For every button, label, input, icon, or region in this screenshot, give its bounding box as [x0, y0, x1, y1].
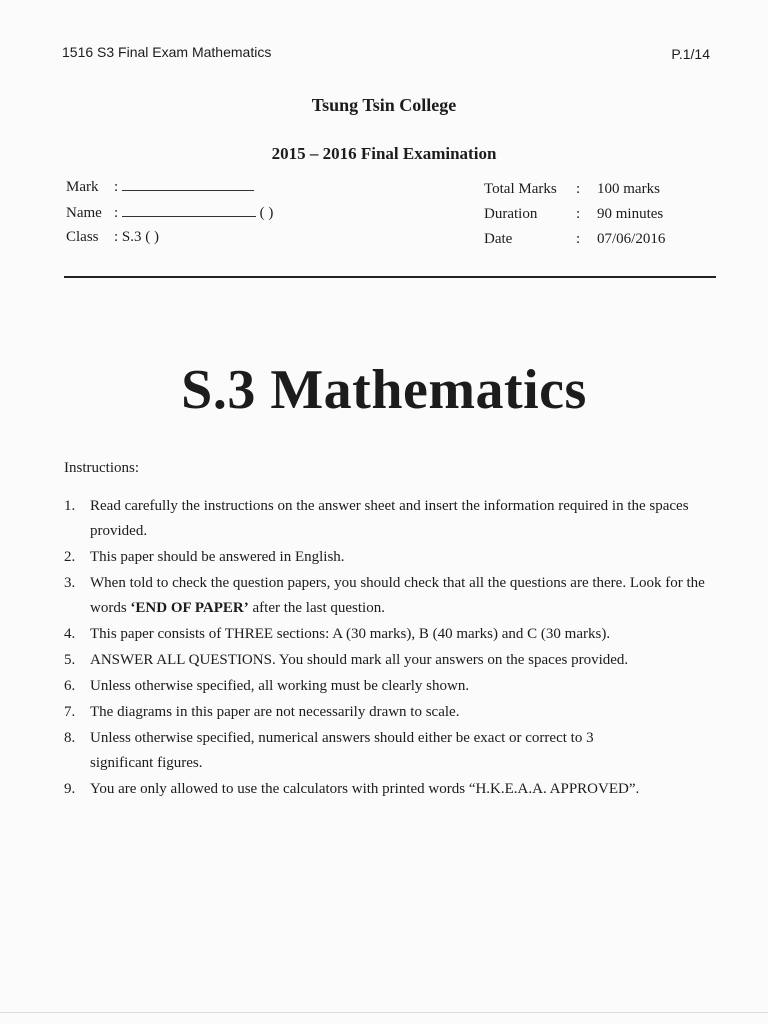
instruction-number: 6.: [64, 678, 76, 694]
document-label: 1516 S3 Final Exam Mathematics: [62, 44, 272, 60]
instruction-text: When told to check the question papers, you should check that all the questions are there. Look for the words: [90, 575, 705, 616]
instruction-number: 4.: [64, 626, 76, 642]
instruction-number: 8.: [64, 730, 76, 746]
instruction-item: [64, 648, 724, 673]
instruction-item: [64, 622, 724, 647]
date-value: 07/06/2016: [597, 231, 666, 247]
mark-blank-line[interactable]: [122, 178, 254, 191]
total-marks-label: Total Marks: [484, 181, 557, 197]
instruction-item: [64, 777, 724, 802]
duration-label: Duration: [484, 206, 538, 222]
duration-field: [484, 206, 663, 223]
colon: :: [576, 231, 581, 247]
instruction-text-cont: after the last question.: [248, 600, 385, 616]
instruction-number: 7.: [64, 704, 76, 720]
end-of-paper-emphasis: ‘END OF PAPER’: [130, 600, 249, 616]
date-field: [484, 231, 665, 248]
total-marks-value: 100 marks: [597, 181, 660, 197]
instruction-text: This paper should be answered in English.: [90, 549, 345, 565]
class-value: S.3 ( ): [121, 229, 160, 245]
instruction-text: Unless otherwise specified, all working must be clearly shown.: [90, 678, 470, 694]
instruction-item: [64, 545, 724, 570]
main-title: S.3 Mathematics: [181, 359, 587, 421]
mark-field: [66, 178, 254, 196]
page-number: P.1/14: [671, 46, 710, 62]
colon: :: [576, 181, 581, 197]
instruction-number: 5.: [64, 652, 76, 668]
total-marks-field: [484, 181, 660, 198]
duration-value: 90 minutes: [597, 206, 664, 222]
colon: :: [114, 205, 119, 221]
instruction-number: 2.: [64, 549, 76, 565]
instruction-item: [64, 571, 724, 621]
mark-label: Mark: [66, 179, 99, 195]
instruction-item: [64, 494, 724, 544]
name-label: Name: [66, 205, 102, 221]
instruction-text: Read carefully the instructions on the answer sheet and insert the information required in the spaces provided.: [90, 498, 689, 539]
colon: :: [114, 179, 119, 195]
instruction-number: 1.: [64, 498, 76, 514]
instruction-item: [64, 674, 724, 699]
instruction-text: Unless otherwise specified, numerical answers should either be exact or correct to 3 significant figures.: [90, 730, 594, 771]
class-number-brackets: ( ): [259, 205, 274, 221]
colon: :: [576, 206, 581, 222]
instruction-text: You are only allowed to use the calculators with printed words “H.K.E.A.A. APPROVED”.: [90, 781, 640, 797]
instructions-list: [64, 494, 724, 803]
class-label: Class: [66, 229, 99, 245]
school-name: Tsung Tsin College: [311, 95, 457, 115]
scan-edge: [0, 1012, 768, 1013]
instructions-heading: Instructions:: [64, 460, 139, 476]
instruction-item: [64, 726, 724, 776]
instruction-text: ANSWER ALL QUESTIONS. You should mark all your answers on the spaces provided.: [90, 652, 629, 668]
colon: :: [114, 229, 119, 245]
instruction-number: 3.: [64, 575, 76, 591]
instruction-item: [64, 700, 724, 725]
header-divider: [64, 276, 716, 278]
instruction-text: The diagrams in this paper are not necessarily drawn to scale.: [90, 704, 460, 720]
instruction-text: This paper consists of THREE sections: A (30 marks), B (40 marks) and C (30 marks).: [90, 626, 611, 642]
name-blank-line[interactable]: [122, 204, 256, 217]
date-label: Date: [484, 231, 513, 247]
exam-title: 2015 – 2016 Final Examination: [271, 144, 497, 163]
class-field: [66, 229, 159, 246]
instruction-number: 9.: [64, 781, 76, 797]
name-field: [66, 204, 273, 222]
